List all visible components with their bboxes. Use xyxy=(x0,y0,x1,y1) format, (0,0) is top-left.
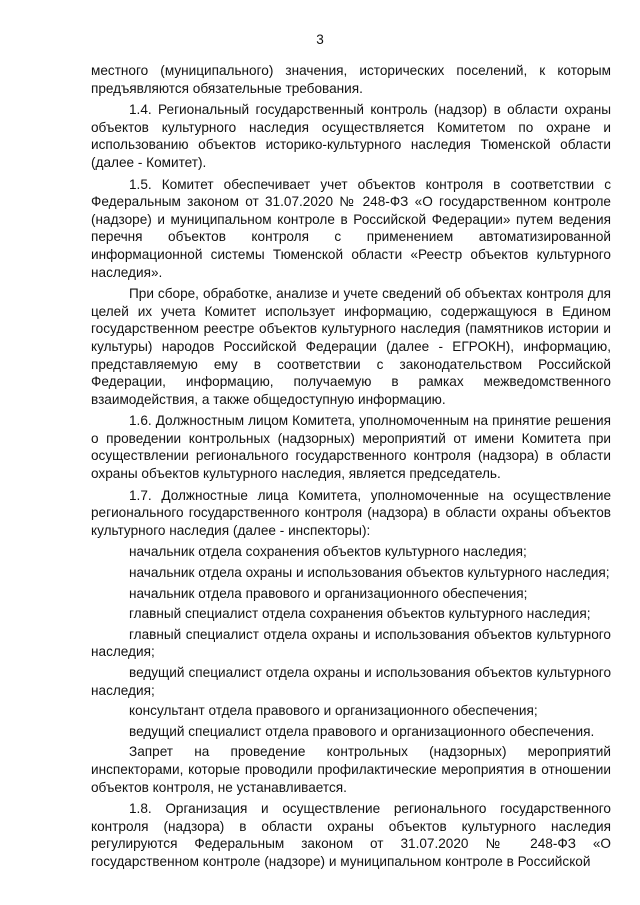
paragraph-1-5: 1.5. Комитет обеспечивает учет объектов контроля в соответствии с Федеральным законом от 31.07.2020 № 248-ФЗ «О государственном контроле (надзоре) и муниципальном контроле в Российской Федерации» путем ведения перечня объектов контроля с применением автоматизированной информационной системы Тюменской области «Реестр объектов культурного наследия». xyxy=(91,176,611,280)
inspector-list-item: начальник отдела правового и организационного обеспечения; xyxy=(129,585,528,601)
inspector-list-item: консультант отдела правового и организационного обеспечения; xyxy=(129,703,538,719)
inspector-list-item: начальник отдела сохранения объектов культурного наследия; xyxy=(129,544,527,560)
paragraph-1-7: 1.7. Должностные лица Комитета, уполномоченные на осуществление регионального государственного контроля (надзора) в области охраны объектов культурного наследия (далее - инспекторы): xyxy=(91,487,611,538)
paragraph-prohibition: Запрет на проведение контрольных (надзорных) мероприятий инспекторами, которые проводили профилактические мероприятия в отношении объектов контроля, не устанавливается. xyxy=(91,744,611,795)
inspector-list-item: ведущий специалист отдела правового и организационного обеспечения. xyxy=(129,723,595,739)
paragraph-1-8: 1.8. Организация и осуществление регионального государственного контроля (надзора) в области охраны объектов культурного наследия регулируются Федеральным законом от 31.07.2020 № 248-ФЗ «О государственном контроле (надзоре) и муниципальном контроле в Российской xyxy=(91,801,611,869)
inspector-list-item: главный специалист отдела охраны и использования объектов культурного наследия; xyxy=(91,626,611,660)
paragraph-1-6: 1.6. Должностным лицом Комитета, уполномоченным на принятие решения о проведении контрольных (надзорных) мероприятий от имени Комитета при осуществлении регионального государственного контроля (надзора) в области охраны объектов культурного наследия, является председатель. xyxy=(91,413,611,482)
inspector-list-item: главный специалист отдела сохранения объектов культурного наследия; xyxy=(129,606,591,622)
page-number: 3 xyxy=(316,32,324,47)
paragraph-1-4: 1.4. Региональный государственный контроль (надзор) в области охраны объектов культурного наследия осуществляется Комитетом по охране и использованию объектов историко-культурного наследия Тюменской области (далее - Комитет). xyxy=(91,102,611,170)
inspector-list-item: начальник отдела охраны и использования объектов культурного наследия; xyxy=(129,565,610,581)
document-body xyxy=(91,62,611,875)
paragraph-egrokn: При сборе, обработке, анализе и учете сведений об объектах контроля для целей их учета Комитет использует информацию, содержащуюся в Едином государственном реестре объектов культурного наследия (памятников истории и культуры) народов Российской Федерации (далее - ЕГРОКН), информацию, представляемую ему в соответствии с законодательством Российской Федерации, информацию, получаемую в рамках межведомственного взаимодействия, а также общедоступную информацию. xyxy=(91,286,611,407)
paragraph-continuation: местного (муниципального) значения, исторических поселений, к которым предъявляются обязательные требования. xyxy=(91,63,611,96)
inspector-list-item: ведущий специалист отдела охраны и использования объектов культурного наследия; xyxy=(91,665,611,698)
